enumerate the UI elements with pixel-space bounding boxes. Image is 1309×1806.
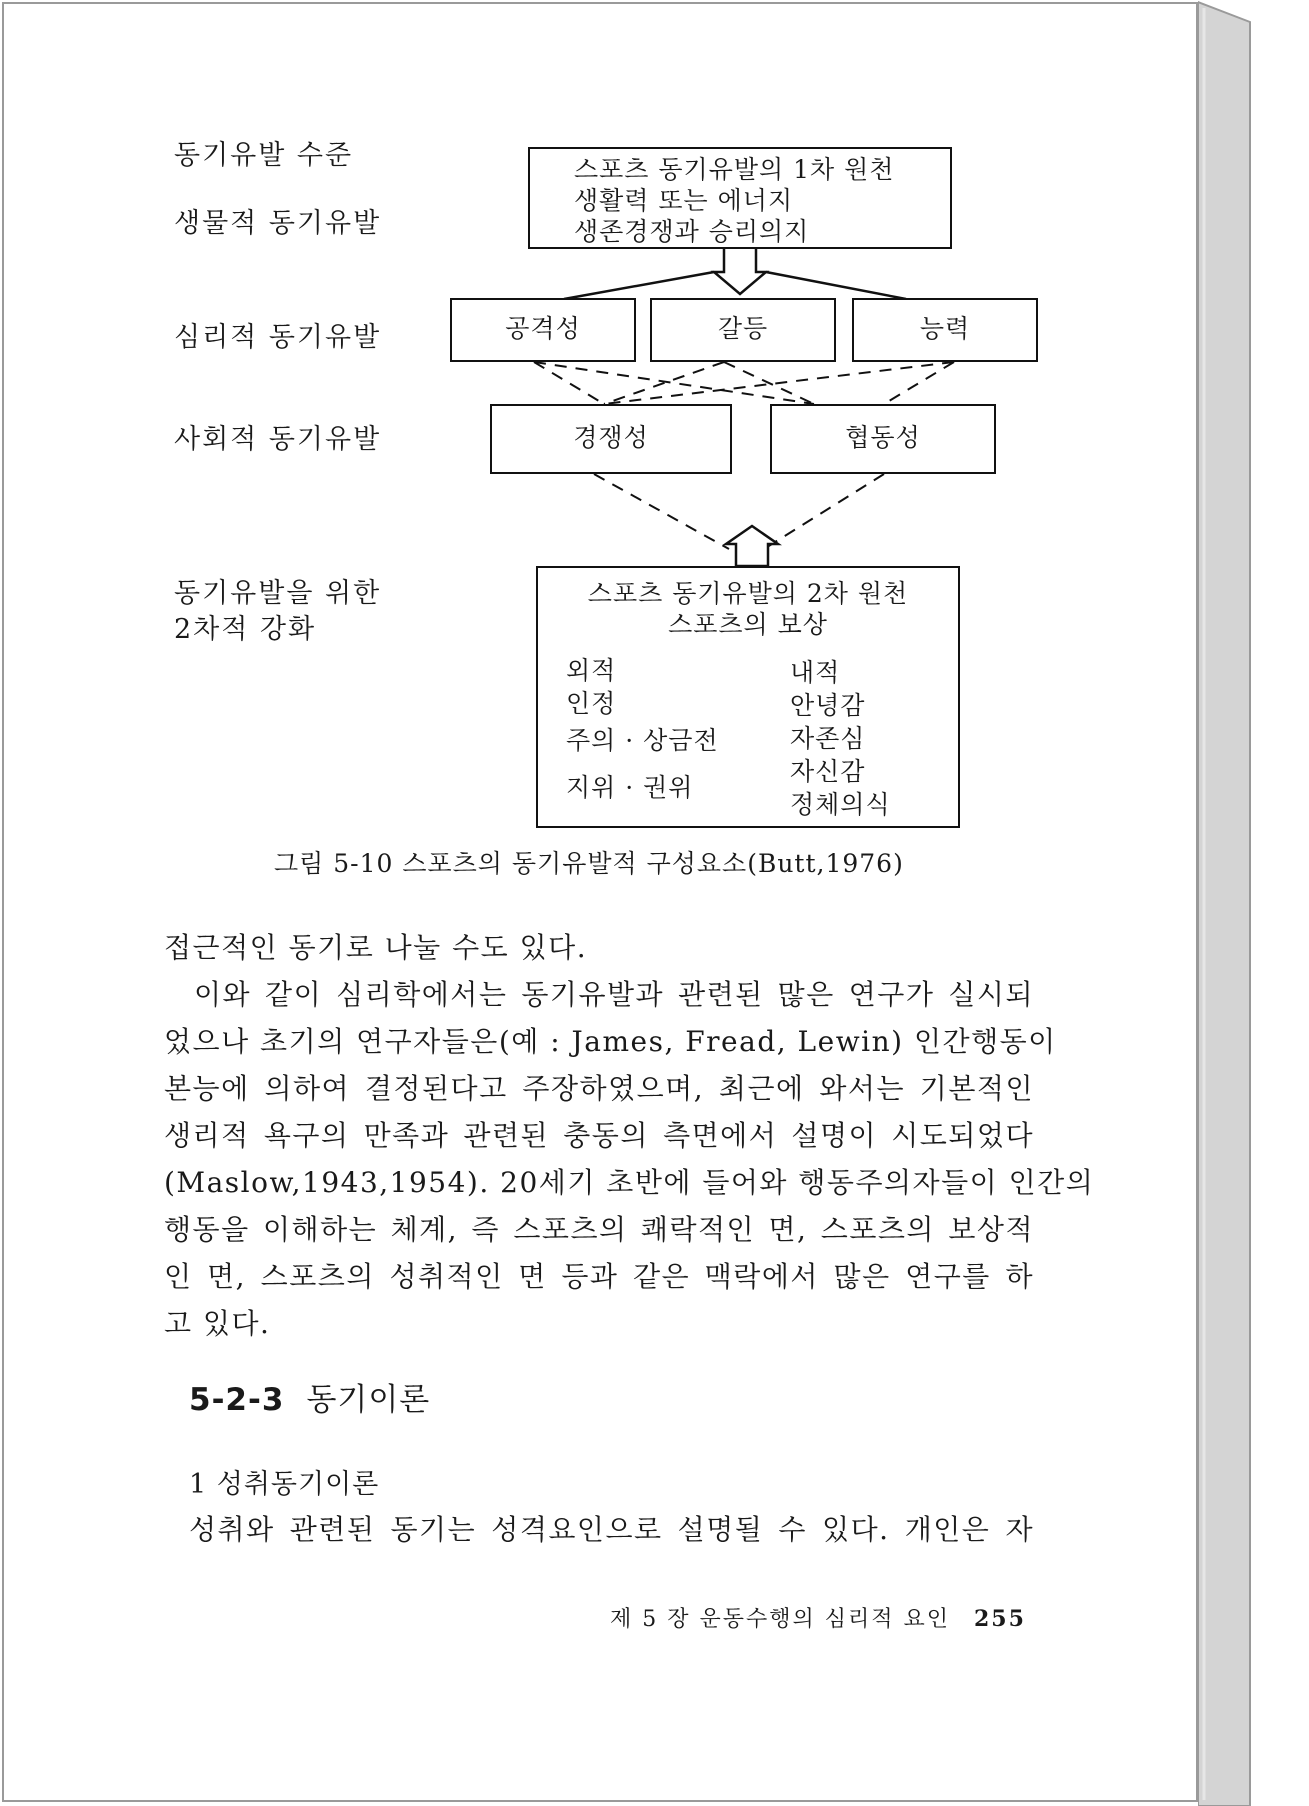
- secondary-source-subtitle: 스포츠의 보상: [668, 610, 828, 639]
- book-edge: [1198, 0, 1298, 1806]
- book-page: [2, 2, 1198, 1802]
- subsection-heading: 1 성취동기이론: [189, 1469, 380, 1500]
- external-reward-item: 인정: [566, 689, 617, 718]
- level-label-secondary-line1: 동기유발을 위한: [174, 578, 382, 609]
- social-label: 협동성: [845, 423, 921, 452]
- external-reward-item: 주의 · 상금전: [566, 726, 719, 755]
- internal-reward-item: 내적: [790, 658, 841, 687]
- primary-source-line: 생활력 또는 에너지: [574, 186, 794, 215]
- down-arrow: [714, 246, 766, 294]
- paragraph-line: 었으나 초기의 연구자들은(예 : James, Fread, Lewin) 인간행동이: [164, 1025, 1057, 1058]
- internal-reward-item: 정체의식: [790, 790, 891, 819]
- psych-label: 갈등: [717, 314, 769, 343]
- external-rewards-list: [566, 654, 719, 804]
- paragraph-line: 본능에 의하여 결정된다고 주장하였으며, 최근에 와서는 기본적인: [164, 1072, 1034, 1105]
- up-arrow: [726, 526, 778, 566]
- level-label-secondary-line2: 2차적 강화: [174, 614, 317, 645]
- external-reward-item: 외적: [566, 656, 617, 685]
- secondary-source-title: 스포츠 동기유발의 2차 원천: [587, 579, 909, 608]
- internal-reward-item: 자존심: [790, 724, 866, 753]
- level-label-biological: 생물적 동기유발: [174, 208, 382, 239]
- psych-box-ability: [852, 298, 1038, 362]
- level-label-psychological: 심리적 동기유발: [174, 322, 382, 353]
- social-box-cooperation: [770, 404, 996, 474]
- paragraph-line: 이와 같이 심리학에서는 동기유발과 관련된 많은 연구가 실시되: [194, 978, 1034, 1011]
- paragraph-line: 성취와 관련된 동기는 성격요인으로 설명될 수 있다. 개인은 자: [189, 1513, 1034, 1546]
- figure-caption: 그림 5-10 스포츠의 동기유발적 구성요소(Butt,1976): [274, 849, 904, 878]
- section-heading: [189, 1374, 430, 1419]
- level-label-social: 사회적 동기유발: [174, 424, 382, 455]
- internal-reward-item: 자신감: [790, 757, 866, 786]
- section-number: 5-2-3: [189, 1382, 285, 1418]
- psych-label: 능력: [919, 314, 971, 343]
- internal-reward-item: 안녕감: [790, 691, 866, 720]
- chapter-title: 제 5 장 운동수행의 심리적 요인: [610, 1607, 950, 1632]
- paragraph-line: 인 면, 스포츠의 성취적인 면 등과 같은 맥락에서 많은 연구를 하: [164, 1260, 1034, 1293]
- paragraph-line: (Maslow,1943,1954). 20세기 초반에 들어와 행동주의자들이 인간의: [164, 1166, 1095, 1199]
- primary-source-line: 생존경쟁과 승리의지: [574, 217, 810, 246]
- psych-label: 공격성: [505, 314, 581, 343]
- page-number: 255: [974, 1606, 1026, 1632]
- paragraph-line: 고 있다.: [164, 1307, 271, 1340]
- level-label-motivation: 동기유발 수준: [174, 140, 354, 171]
- section-title: 동기이론: [306, 1382, 431, 1418]
- external-reward-item: 지위 · 권위: [566, 773, 694, 802]
- running-footer: [610, 1602, 1026, 1633]
- body-paragraph: [164, 924, 1095, 1347]
- primary-source-box: [528, 147, 952, 249]
- social-label: 경쟁성: [573, 423, 649, 452]
- social-box-competition: [490, 404, 732, 474]
- psych-box-conflict: [650, 298, 836, 362]
- internal-rewards-list: [790, 656, 891, 821]
- psych-box-aggression: [450, 298, 636, 362]
- paragraph-line: 접근적인 동기로 나눌 수도 있다.: [164, 931, 588, 964]
- paragraph-line: 생리적 욕구의 만족과 관련된 충동의 측면에서 설명이 시도되었다: [164, 1119, 1034, 1152]
- body-paragraph: [189, 1506, 1034, 1553]
- paragraph-line: 행동을 이해하는 체계, 즉 스포츠의 쾌락적인 면, 스포츠의 보상적: [164, 1213, 1034, 1246]
- primary-source-line: 스포츠 동기유발의 1차 원천: [574, 155, 895, 184]
